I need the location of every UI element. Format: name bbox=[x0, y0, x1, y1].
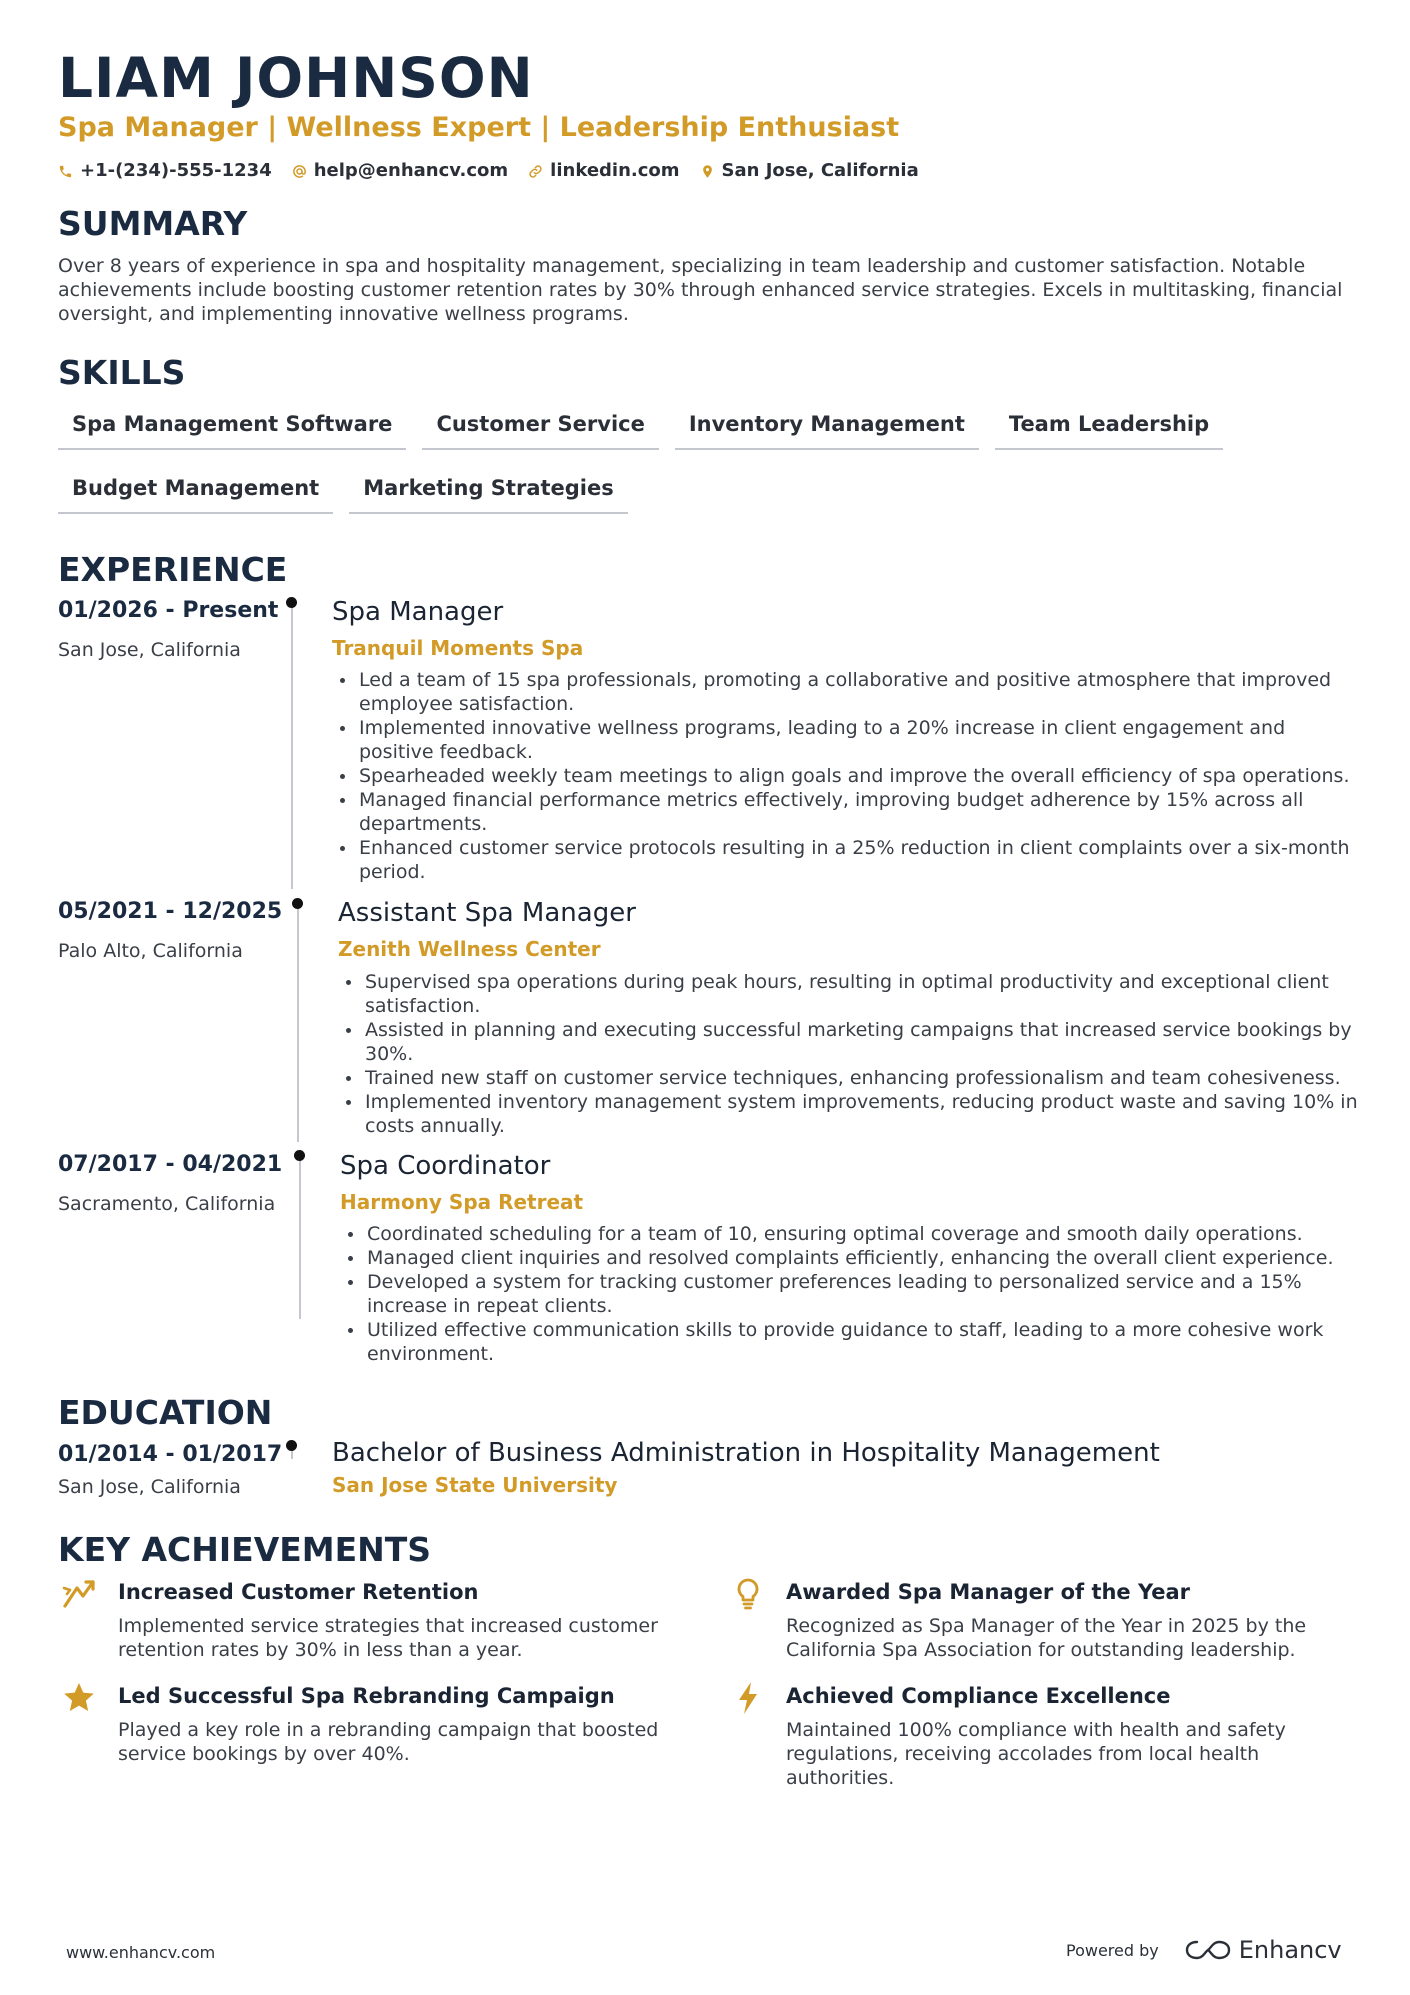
footer-branding bbox=[1066, 1936, 1342, 1964]
education-location: San Jose, California bbox=[58, 1476, 241, 1498]
job-bullets bbox=[338, 970, 1360, 1138]
timeline-dot bbox=[294, 1150, 305, 1161]
skill-tag: Customer Service bbox=[422, 406, 658, 450]
job-bullet: Developed a system for tracking customer preferences leading to personalized service and a 15% increase in repeat clients. bbox=[340, 1270, 1360, 1318]
footer-website[interactable]: www.enhancv.com bbox=[66, 1943, 216, 1962]
location-pin-icon bbox=[700, 164, 715, 179]
job-bullet: Utilized effective communication skills to provide guidance to staff, leading to a more cohesive work environment. bbox=[340, 1318, 1360, 1366]
achievement-description: Implemented service strategies that increased customer retention rates by 30% in less than a year. bbox=[118, 1615, 658, 1661]
job-company: Tranquil Moments Spa bbox=[332, 636, 584, 660]
powered-by-label: Powered by bbox=[1066, 1940, 1159, 1960]
lightbulb-icon bbox=[730, 1576, 766, 1612]
job-company: Harmony Spa Retreat bbox=[340, 1190, 584, 1214]
job-date: 05/2021 - 12/2025 bbox=[58, 899, 283, 924]
headline: Spa Manager | Wellness Expert | Leadership Enthusiast bbox=[58, 112, 900, 143]
experience-heading: EXPERIENCE bbox=[58, 550, 288, 589]
skills-heading: SKILLS bbox=[58, 353, 186, 392]
job-bullet: Coordinated scheduling for a team of 10, ensuring optimal coverage and smooth daily operations. bbox=[340, 1222, 1360, 1246]
contact-location bbox=[700, 158, 919, 184]
timeline-line bbox=[297, 903, 299, 1142]
skill-tag: Marketing Strategies bbox=[349, 470, 628, 514]
job-bullet: Managed financial performance metrics effectively, improving budget adherence by 15% across all departments. bbox=[332, 788, 1358, 836]
job-bullet: Supervised spa operations during peak hours, resulting in optimal productivity and exceptional client satisfaction. bbox=[338, 970, 1360, 1018]
timeline-dot bbox=[286, 1440, 297, 1451]
timeline-line bbox=[299, 1155, 301, 1319]
job-bullet: Assisted in planning and executing successful marketing campaigns that increased service bookings by 30%. bbox=[338, 1018, 1360, 1066]
job-bullet: Trained new staff on customer service techniques, enhancing professionalism and team cohesiveness. bbox=[338, 1066, 1360, 1090]
achievement-title: Led Successful Spa Rebranding Campaign bbox=[118, 1684, 615, 1708]
job-bullet: Implemented inventory management system improvements, reducing product waste and saving 10% in costs annually. bbox=[338, 1090, 1360, 1138]
skill-tag: Inventory Management bbox=[675, 406, 979, 450]
achievement-description: Played a key role in a rebranding campaign that boosted service bookings by over 40%. bbox=[118, 1719, 659, 1765]
at-icon bbox=[292, 164, 307, 179]
job-location: Sacramento, California bbox=[58, 1193, 276, 1215]
timeline-dot bbox=[292, 898, 303, 909]
skill-tag: Budget Management bbox=[58, 470, 333, 514]
summary-heading: SUMMARY bbox=[58, 204, 248, 243]
achievement-title: Achieved Compliance Excellence bbox=[786, 1684, 1171, 1708]
job-title: Assistant Spa Manager bbox=[338, 898, 636, 928]
enhancv-logo-icon bbox=[1185, 1938, 1231, 1962]
brand-name: Enhancv bbox=[1238, 1936, 1342, 1964]
contact-phone[interactable] bbox=[58, 158, 272, 184]
skill-tag: Spa Management Software bbox=[58, 406, 406, 450]
education-date: 01/2014 - 01/2017 bbox=[58, 1442, 283, 1467]
achievement-title: Increased Customer Retention bbox=[118, 1580, 479, 1604]
achievement-description: Recognized as Spa Manager of the Year in 2025 by the California Spa Association for outstanding leadership. bbox=[786, 1615, 1307, 1661]
job-bullets bbox=[332, 668, 1358, 884]
email-text: help@enhancv.com bbox=[313, 160, 509, 181]
brand-logo[interactable] bbox=[1185, 1936, 1342, 1964]
job-location: Palo Alto, California bbox=[58, 940, 243, 962]
achievement-title: Awarded Spa Manager of the Year bbox=[786, 1580, 1191, 1604]
job-bullets bbox=[340, 1222, 1360, 1366]
timeline-dot bbox=[286, 597, 297, 608]
skills-list bbox=[58, 406, 1358, 514]
job-company: Zenith Wellness Center bbox=[338, 937, 601, 961]
job-location: San Jose, California bbox=[58, 639, 241, 661]
achievements-heading: KEY ACHIEVEMENTS bbox=[58, 1530, 432, 1569]
linkedin-text: linkedin.com bbox=[550, 160, 680, 181]
contact-email[interactable] bbox=[292, 158, 508, 184]
job-bullet: Managed client inquiries and resolved complaints efficiently, enhancing the overall client experience. bbox=[340, 1246, 1360, 1270]
education-degree: Bachelor of Business Administration in Hospitality Management bbox=[332, 1438, 1160, 1468]
job-date: 01/2026 - Present bbox=[58, 598, 279, 623]
job-bullet: Implemented innovative wellness programs, leading to a 20% increase in client engagement and positive feedback. bbox=[332, 716, 1358, 764]
trend-icon bbox=[61, 1576, 97, 1612]
education-heading: EDUCATION bbox=[58, 1393, 273, 1432]
achievement-description: Maintained 100% compliance with health and safety regulations, receiving accolades from local health authorities. bbox=[786, 1719, 1286, 1789]
job-date: 07/2017 - 04/2021 bbox=[58, 1152, 283, 1177]
job-bullet: Enhanced customer service protocols resulting in a 25% reduction in client complaints over a six-month period. bbox=[332, 836, 1358, 884]
skill-tag: Team Leadership bbox=[995, 406, 1223, 450]
job-title: Spa Manager bbox=[332, 597, 504, 627]
phone-icon bbox=[58, 164, 73, 179]
link-icon bbox=[528, 164, 543, 179]
contact-linkedin[interactable] bbox=[528, 158, 679, 184]
job-title: Spa Coordinator bbox=[340, 1151, 551, 1181]
contact-bar bbox=[58, 158, 919, 184]
education-school: San Jose State University bbox=[332, 1473, 618, 1497]
candidate-name: LIAM JOHNSON bbox=[58, 46, 534, 110]
summary-text: Over 8 years of experience in spa and hospitality management, specializing in team leadership and customer satisfaction. Notable achievements include boosting customer retention rates by 30% through enhanced service strategies. Excels in multitasking, financial oversight, and implementing innovative wellness programs. bbox=[58, 255, 1343, 325]
timeline-line bbox=[291, 602, 293, 889]
location-text: San Jose, California bbox=[721, 160, 919, 181]
star-icon bbox=[61, 1680, 97, 1716]
job-bullet: Led a team of 15 spa professionals, promoting a collaborative and positive atmosphere that improved employee satisfaction. bbox=[332, 668, 1358, 716]
lightning-icon bbox=[730, 1680, 766, 1716]
job-bullet: Spearheaded weekly team meetings to align goals and improve the overall efficiency of spa operations. bbox=[332, 764, 1358, 788]
phone-text: +1-(234)-555-1234 bbox=[80, 160, 272, 181]
